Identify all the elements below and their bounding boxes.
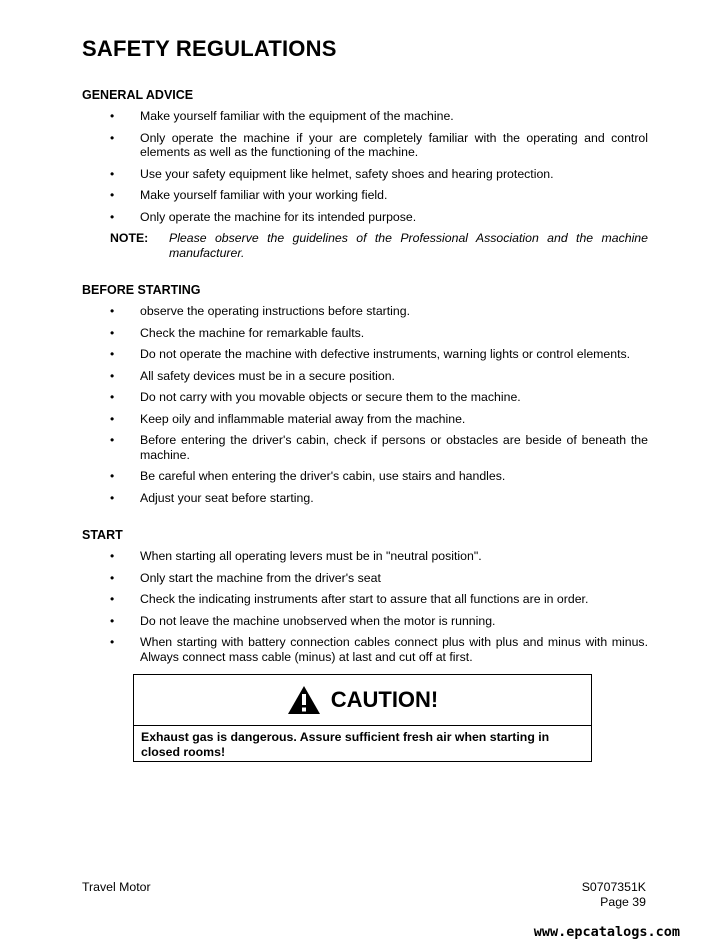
- list-item-text: When starting all operating levers must be in "neutral position".: [140, 549, 482, 563]
- list-item-text: All safety devices must be in a secure position.: [140, 368, 395, 383]
- list-item-text: Only operate the machine if your are completely familiar with the operating and control elements as well as the functioning of the machine.: [140, 130, 648, 159]
- before-starting-section: [82, 283, 648, 512]
- note-label: NOTE:: [110, 231, 149, 245]
- list-item: [82, 635, 648, 664]
- list-item: [82, 412, 648, 427]
- list-item-text: Keep oily and inflammable material away from the machine.: [140, 411, 466, 426]
- list-item: [82, 326, 648, 341]
- bullet: •: [110, 433, 115, 447]
- bullet: •: [110, 613, 115, 628]
- list-item: [82, 347, 648, 362]
- list-item: [82, 369, 648, 384]
- bullet: •: [110, 592, 115, 606]
- doc-number: S0707351K: [581, 880, 646, 894]
- bullet: •: [110, 390, 115, 404]
- list-item-text: Do not leave the machine unobserved when the motor is running.: [140, 613, 496, 628]
- bullet: •: [110, 490, 115, 505]
- list-item-text: Make yourself familiar with your working field.: [140, 188, 388, 202]
- watermark: www.epcatalogs.com: [533, 924, 680, 940]
- list-item: [82, 188, 648, 203]
- list-item-text: Do not carry with you movable objects or secure them to the machine.: [140, 390, 521, 404]
- caution-title: CAUTION!: [330, 687, 439, 712]
- list-item: [82, 592, 648, 607]
- list-item: [82, 304, 648, 319]
- start-list: [82, 549, 648, 664]
- list-item: [82, 469, 648, 484]
- list-item: [82, 109, 648, 124]
- caution-box: [133, 674, 592, 762]
- list-item: [82, 210, 648, 225]
- page-title: SAFETY REGULATIONS: [82, 36, 337, 61]
- page-number: Page 39: [600, 895, 646, 909]
- list-item-text: Be careful when entering the driver's cabin, use stairs and handles.: [140, 469, 506, 483]
- list-item-text: Do not operate the machine with defective instruments, warning lights or control elements.: [140, 347, 631, 361]
- bullet: •: [110, 209, 115, 224]
- note-text: Please observe the guidelines of the Professional Association and the machine manufacturer.: [169, 231, 648, 260]
- list-item: [82, 491, 648, 506]
- footer-page-info: [582, 880, 646, 910]
- bullet: •: [110, 368, 115, 383]
- bullet: •: [110, 570, 115, 585]
- warning-triangle-icon: [287, 685, 321, 715]
- section-heading: GENERAL ADVICE: [82, 88, 194, 102]
- list-item: [82, 390, 648, 405]
- bullet: •: [110, 549, 115, 563]
- section-heading: BEFORE STARTING: [82, 283, 201, 297]
- start-section: [82, 528, 648, 671]
- general-advice-list: [82, 109, 648, 224]
- list-item-text: Adjust your seat before starting.: [140, 490, 314, 505]
- list-item: [82, 614, 648, 629]
- footer-title: Travel Motor: [82, 880, 151, 894]
- bullet: •: [110, 130, 115, 145]
- list-item: [82, 571, 648, 586]
- list-item: [82, 167, 648, 182]
- list-item-text: Only operate the machine for its intended purpose.: [140, 209, 417, 224]
- bullet: •: [110, 325, 115, 340]
- list-item-text: When starting with battery connection cables connect plus with plus and minus with minus. Always connect mass cable (minus) at last and cut off at first.: [140, 635, 648, 664]
- bullet: •: [110, 469, 115, 483]
- bullet: •: [110, 188, 115, 202]
- list-item-text: Before entering the driver's cabin, check if persons or obstacles are beside of beneath the machine.: [140, 433, 648, 462]
- list-item-text: Only start the machine from the driver's seat: [140, 570, 381, 585]
- list-item-text: Use your safety equipment like helmet, safety shoes and hearing protection.: [140, 166, 554, 181]
- general-advice-section: [82, 88, 648, 260]
- list-item: [82, 131, 648, 160]
- bullet: •: [110, 109, 115, 123]
- list-item-text: observe the operating instructions before starting.: [140, 304, 411, 318]
- list-item-text: Make yourself familiar with the equipment of the machine.: [140, 109, 454, 123]
- bullet: •: [110, 304, 115, 318]
- bullet: •: [110, 411, 115, 426]
- note: [82, 231, 648, 260]
- bullet: •: [110, 166, 115, 181]
- list-item: [82, 549, 648, 564]
- list-item-text: Check the machine for remarkable faults.: [140, 325, 365, 340]
- caution-header: [134, 675, 591, 726]
- before-starting-list: [82, 304, 648, 505]
- list-item: [82, 433, 648, 462]
- bullet: •: [110, 635, 115, 649]
- caution-text: Exhaust gas is dangerous. Assure sufficient fresh air when starting in closed rooms!: [141, 730, 550, 759]
- section-heading: START: [82, 528, 123, 542]
- bullet: •: [110, 347, 115, 361]
- list-item-text: Check the indicating instruments after start to assure that all functions are in order.: [140, 592, 589, 606]
